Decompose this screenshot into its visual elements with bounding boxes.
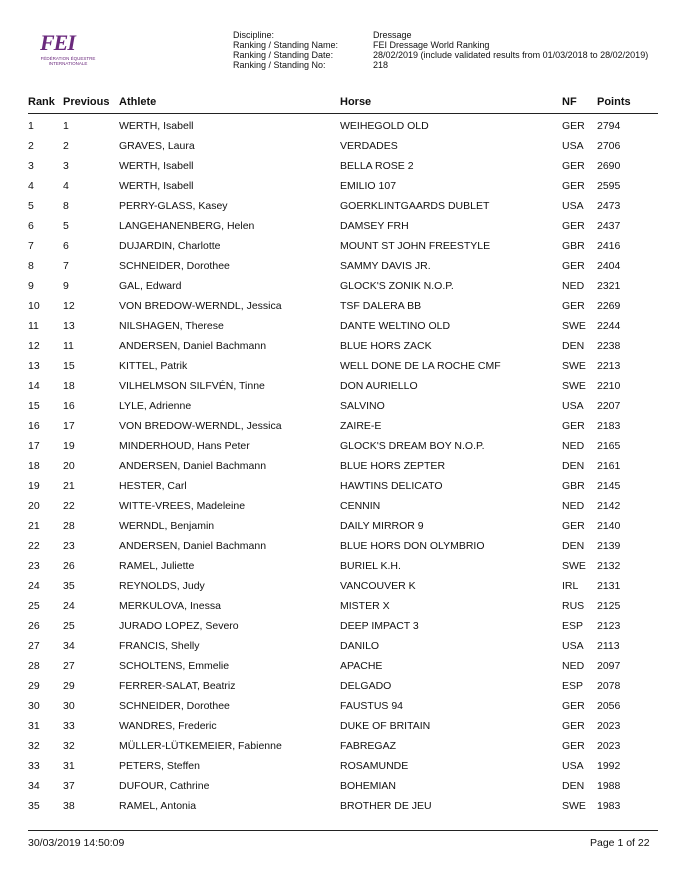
nf-cell: SWE xyxy=(562,800,586,812)
rank-cell: 6 xyxy=(28,220,34,232)
table-row xyxy=(0,120,688,140)
athlete-cell: KITTEL, Patrik xyxy=(119,360,188,372)
nf-cell: DEN xyxy=(562,540,585,552)
rank-cell: 24 xyxy=(28,580,40,592)
horse-cell: GOERKLINTGAARDS DUBLET xyxy=(340,200,490,212)
horse-cell: MOUNT ST JOHN FREESTYLE xyxy=(340,240,491,252)
horse-cell: HAWTINS DELICATO xyxy=(340,480,443,492)
header-points: Points xyxy=(597,96,631,108)
meta-label: Ranking / Standing Date: xyxy=(233,50,334,60)
points-cell: 2125 xyxy=(597,600,621,612)
nf-cell: USA xyxy=(562,200,584,212)
horse-cell: BLUE HORS ZEPTER xyxy=(340,460,446,472)
athlete-cell: SCHNEIDER, Dorothee xyxy=(119,260,230,272)
athlete-cell: ANDERSEN, Daniel Bachmann xyxy=(119,460,267,472)
horse-cell: TSF DALERA BB xyxy=(340,300,422,312)
rank-cell: 22 xyxy=(28,540,40,552)
rank-cell: 13 xyxy=(28,360,40,372)
athlete-cell: WERTH, Isabell xyxy=(119,160,194,172)
previous-cell: 15 xyxy=(63,360,75,372)
points-cell: 2131 xyxy=(597,580,621,592)
table-row xyxy=(0,400,688,420)
nf-cell: USA xyxy=(562,640,584,652)
meta-label: Discipline: xyxy=(233,30,275,40)
athlete-cell: REYNOLDS, Judy xyxy=(119,580,205,592)
rank-cell: 5 xyxy=(28,200,34,212)
nf-cell: DEN xyxy=(562,340,585,352)
horse-cell: WELL DONE DE LA ROCHE CMF xyxy=(340,360,501,372)
nf-cell: SWE xyxy=(562,560,586,572)
table-row xyxy=(0,720,688,740)
horse-cell: BELLA ROSE 2 xyxy=(340,160,414,172)
rank-cell: 18 xyxy=(28,460,40,472)
table-row xyxy=(0,160,688,180)
nf-cell: GBR xyxy=(562,240,585,252)
horse-cell: BOHEMIAN xyxy=(340,780,397,792)
table-row xyxy=(0,500,688,520)
points-cell: 2183 xyxy=(597,420,621,432)
horse-cell: BLUE HORS DON OLYMBRIO xyxy=(340,540,485,552)
previous-cell: 3 xyxy=(63,160,69,172)
horse-cell: EMILIO 107 xyxy=(340,180,397,192)
points-cell: 2794 xyxy=(597,120,621,132)
table-row xyxy=(0,580,688,600)
rank-cell: 26 xyxy=(28,620,40,632)
previous-cell: 16 xyxy=(63,400,75,412)
meta-labels xyxy=(233,30,338,70)
nf-cell: GER xyxy=(562,520,585,532)
horse-cell: SAMMY DAVIS JR. xyxy=(340,260,431,272)
horse-cell: BROTHER DE JEU xyxy=(340,800,432,812)
previous-cell: 27 xyxy=(63,660,75,672)
points-cell: 2706 xyxy=(597,140,621,152)
horse-cell: DUKE OF BRITAIN xyxy=(340,720,431,732)
points-cell: 2690 xyxy=(597,160,621,172)
athlete-cell: MÜLLER-LÜTKEMEIER, Fabienne xyxy=(119,740,282,752)
header-athlete: Athlete xyxy=(119,96,157,108)
nf-cell: NED xyxy=(562,660,585,672)
points-cell: 2145 xyxy=(597,480,621,492)
horse-cell: DEEP IMPACT 3 xyxy=(340,620,419,632)
meta-label: Ranking / Standing No: xyxy=(233,60,326,70)
nf-cell: GER xyxy=(562,700,585,712)
horse-cell: DAILY MIRROR 9 xyxy=(340,520,424,532)
footer-timestamp: 30/03/2019 14:50:09 xyxy=(28,837,125,849)
header-previous: Previous xyxy=(63,96,110,108)
points-cell: 1988 xyxy=(597,780,621,792)
athlete-cell: PERRY-GLASS, Kasey xyxy=(119,200,228,212)
previous-cell: 21 xyxy=(63,480,75,492)
previous-cell: 7 xyxy=(63,260,69,272)
horse-cell: GLOCK'S ZONIK N.O.P. xyxy=(340,280,454,292)
previous-cell: 30 xyxy=(63,700,75,712)
nf-cell: RUS xyxy=(562,600,585,612)
rank-cell: 12 xyxy=(28,340,40,352)
athlete-cell: FRANCIS, Shelly xyxy=(119,640,200,652)
table-row xyxy=(0,620,688,640)
nf-cell: SWE xyxy=(562,320,586,332)
horse-cell: DAMSEY FRH xyxy=(340,220,409,232)
footer-divider xyxy=(28,830,658,831)
previous-cell: 19 xyxy=(63,440,75,452)
horse-cell: CENNIN xyxy=(340,500,381,512)
rank-cell: 17 xyxy=(28,440,40,452)
previous-cell: 32 xyxy=(63,740,75,752)
nf-cell: GER xyxy=(562,260,585,272)
fei-logo-subtitle: FÉDÉRATION ÉQUESTRE INTERNATIONALE xyxy=(40,56,96,66)
nf-cell: NED xyxy=(562,500,585,512)
meta-value: Dressage xyxy=(373,30,412,40)
previous-cell: 34 xyxy=(63,640,75,652)
rank-cell: 30 xyxy=(28,700,40,712)
points-cell: 1992 xyxy=(597,760,621,772)
points-cell: 2113 xyxy=(597,640,620,652)
previous-cell: 23 xyxy=(63,540,75,552)
table-row xyxy=(0,280,688,300)
athlete-cell: DUFOUR, Cathrine xyxy=(119,780,210,792)
table-row xyxy=(0,260,688,280)
rank-cell: 4 xyxy=(28,180,34,192)
meta-value: 28/02/2019 (include validated results from 01/03/2018 to 28/02/2019) xyxy=(373,50,649,60)
points-cell: 2078 xyxy=(597,680,621,692)
rank-cell: 21 xyxy=(28,520,40,532)
athlete-cell: VON BREDOW-WERNDL, Jessica xyxy=(119,300,282,312)
points-cell: 2023 xyxy=(597,720,621,732)
points-cell: 2207 xyxy=(597,400,621,412)
previous-cell: 22 xyxy=(63,500,75,512)
horse-cell: ZAIRE-E xyxy=(340,420,382,432)
athlete-cell: LANGEHANENBERG, Helen xyxy=(119,220,255,232)
athlete-cell: SCHOLTENS, Emmelie xyxy=(119,660,230,672)
rank-cell: 23 xyxy=(28,560,40,572)
previous-cell: 25 xyxy=(63,620,75,632)
previous-cell: 35 xyxy=(63,580,75,592)
table-row xyxy=(0,700,688,720)
previous-cell: 6 xyxy=(63,240,69,252)
points-cell: 2023 xyxy=(597,740,621,752)
previous-cell: 9 xyxy=(63,280,69,292)
points-cell: 2416 xyxy=(597,240,621,252)
rank-cell: 33 xyxy=(28,760,40,772)
athlete-cell: PETERS, Steffen xyxy=(119,760,200,772)
table-row xyxy=(0,680,688,700)
horse-cell: BLUE HORS ZACK xyxy=(340,340,432,352)
athlete-cell: DUJARDIN, Charlotte xyxy=(119,240,221,252)
athlete-cell: VILHELMSON SILFVÉN, Tinne xyxy=(119,380,265,392)
points-cell: 2123 xyxy=(597,620,621,632)
athlete-cell: RAMEL, Juliette xyxy=(119,560,195,572)
rank-cell: 1 xyxy=(28,120,34,132)
horse-cell: VANCOUVER K xyxy=(340,580,416,592)
rank-cell: 32 xyxy=(28,740,40,752)
table-row xyxy=(0,540,688,560)
horse-cell: APACHE xyxy=(340,660,383,672)
horse-cell: DANILO xyxy=(340,640,380,652)
table-row xyxy=(0,320,688,340)
meta-value: 218 xyxy=(373,60,389,70)
athlete-cell: WERNDL, Benjamin xyxy=(119,520,215,532)
previous-cell: 12 xyxy=(63,300,75,312)
points-cell: 2140 xyxy=(597,520,621,532)
athlete-cell: WERTH, Isabell xyxy=(119,120,194,132)
nf-cell: GER xyxy=(562,300,585,312)
table-row xyxy=(0,440,688,460)
table-row xyxy=(0,660,688,680)
points-cell: 2473 xyxy=(597,200,621,212)
nf-cell: ESP xyxy=(562,680,584,692)
rank-cell: 27 xyxy=(28,640,40,652)
athlete-cell: FERRER-SALAT, Beatriz xyxy=(119,680,236,692)
table-row xyxy=(0,360,688,380)
points-cell: 2404 xyxy=(597,260,621,272)
points-cell: 2244 xyxy=(597,320,621,332)
athlete-cell: RAMEL, Antonia xyxy=(119,800,197,812)
previous-cell: 5 xyxy=(63,220,69,232)
nf-cell: GER xyxy=(562,740,585,752)
header-rank: Rank xyxy=(28,96,55,108)
rank-cell: 2 xyxy=(28,140,34,152)
table-row xyxy=(0,780,688,800)
horse-cell: DON AURIELLO xyxy=(340,380,418,392)
nf-cell: USA xyxy=(562,760,584,772)
rank-cell: 28 xyxy=(28,660,40,672)
athlete-cell: SCHNEIDER, Dorothee xyxy=(119,700,230,712)
table-row xyxy=(0,180,688,200)
table-row xyxy=(0,740,688,760)
points-cell: 2213 xyxy=(597,360,621,372)
previous-cell: 26 xyxy=(63,560,75,572)
athlete-cell: VON BREDOW-WERNDL, Jessica xyxy=(119,420,282,432)
table-row xyxy=(0,340,688,360)
table-row xyxy=(0,200,688,220)
nf-cell: GER xyxy=(562,160,585,172)
previous-cell: 28 xyxy=(63,520,75,532)
points-cell: 2132 xyxy=(597,560,621,572)
previous-cell: 18 xyxy=(63,380,75,392)
table-row xyxy=(0,240,688,260)
nf-cell: USA xyxy=(562,140,584,152)
previous-cell: 17 xyxy=(63,420,75,432)
horse-cell: MISTER X xyxy=(340,600,390,612)
previous-cell: 11 xyxy=(63,340,74,352)
rank-cell: 19 xyxy=(28,480,40,492)
points-cell: 2097 xyxy=(597,660,621,672)
table-row xyxy=(0,420,688,440)
horse-cell: FAUSTUS 94 xyxy=(340,700,404,712)
rank-cell: 10 xyxy=(28,300,40,312)
previous-cell: 4 xyxy=(63,180,69,192)
table-row xyxy=(0,800,688,820)
table-row xyxy=(0,600,688,620)
horse-cell: DANTE WELTINO OLD xyxy=(340,320,451,332)
previous-cell: 8 xyxy=(63,200,69,212)
points-cell: 2210 xyxy=(597,380,621,392)
points-cell: 2165 xyxy=(597,440,621,452)
previous-cell: 38 xyxy=(63,800,75,812)
horse-cell: BURIEL K.H. xyxy=(340,560,401,572)
nf-cell: GER xyxy=(562,120,585,132)
rank-cell: 9 xyxy=(28,280,34,292)
nf-cell: ESP xyxy=(562,620,584,632)
footer-page-number: Page 1 of 22 xyxy=(590,837,650,849)
nf-cell: NED xyxy=(562,280,585,292)
meta-value: FEI Dressage World Ranking xyxy=(373,40,490,50)
nf-cell: GBR xyxy=(562,480,585,492)
rank-cell: 3 xyxy=(28,160,34,172)
nf-cell: GER xyxy=(562,720,585,732)
previous-cell: 37 xyxy=(63,780,75,792)
table-row xyxy=(0,300,688,320)
table-row xyxy=(0,140,688,160)
previous-cell: 29 xyxy=(63,680,75,692)
horse-cell: VERDADES xyxy=(340,140,398,152)
rank-cell: 29 xyxy=(28,680,40,692)
table-row xyxy=(0,460,688,480)
nf-cell: DEN xyxy=(562,780,585,792)
athlete-cell: WANDRES, Frederic xyxy=(119,720,217,732)
nf-cell: GER xyxy=(562,180,585,192)
athlete-cell: MERKULOVA, Inessa xyxy=(119,600,221,612)
points-cell: 2238 xyxy=(597,340,621,352)
rank-cell: 25 xyxy=(28,600,40,612)
points-cell: 2161 xyxy=(597,460,621,472)
previous-cell: 24 xyxy=(63,600,75,612)
rank-cell: 34 xyxy=(28,780,40,792)
previous-cell: 31 xyxy=(63,760,75,772)
points-cell: 2595 xyxy=(597,180,621,192)
nf-cell: GER xyxy=(562,220,585,232)
table-row xyxy=(0,640,688,660)
rank-cell: 11 xyxy=(28,320,39,332)
rank-cell: 8 xyxy=(28,260,34,272)
points-cell: 1983 xyxy=(597,800,621,812)
athlete-cell: HESTER, Carl xyxy=(119,480,187,492)
athlete-cell: WERTH, Isabell xyxy=(119,180,194,192)
rank-cell: 7 xyxy=(28,240,34,252)
rank-cell: 14 xyxy=(28,380,40,392)
rank-cell: 20 xyxy=(28,500,40,512)
rank-cell: 31 xyxy=(28,720,40,732)
points-cell: 2269 xyxy=(597,300,621,312)
athlete-cell: ANDERSEN, Daniel Bachmann xyxy=(119,540,267,552)
horse-cell: WEIHEGOLD OLD xyxy=(340,120,429,132)
nf-cell: SWE xyxy=(562,380,586,392)
points-cell: 2139 xyxy=(597,540,621,552)
table-row xyxy=(0,760,688,780)
previous-cell: 2 xyxy=(63,140,69,152)
previous-cell: 13 xyxy=(63,320,75,332)
athlete-cell: ANDERSEN, Daniel Bachmann xyxy=(119,340,267,352)
nf-cell: SWE xyxy=(562,360,586,372)
meta-values xyxy=(373,30,648,70)
nf-cell: USA xyxy=(562,400,584,412)
nf-cell: DEN xyxy=(562,460,585,472)
header-divider xyxy=(28,113,658,114)
horse-cell: GLOCK'S DREAM BOY N.O.P. xyxy=(340,440,485,452)
previous-cell: 33 xyxy=(63,720,75,732)
nf-cell: GER xyxy=(562,420,585,432)
athlete-cell: MINDERHOUD, Hans Peter xyxy=(119,440,250,452)
previous-cell: 20 xyxy=(63,460,75,472)
points-cell: 2056 xyxy=(597,700,621,712)
fei-logo-text: FEI xyxy=(40,30,75,55)
athlete-cell: NILSHAGEN, Therese xyxy=(119,320,224,332)
horse-cell: SALVINO xyxy=(340,400,385,412)
points-cell: 2321 xyxy=(597,280,621,292)
athlete-cell: JURADO LOPEZ, Severo xyxy=(119,620,239,632)
header-horse: Horse xyxy=(340,96,372,108)
table-row xyxy=(0,380,688,400)
horse-cell: FABREGAZ xyxy=(340,740,397,752)
nf-cell: NED xyxy=(562,440,585,452)
table-row xyxy=(0,560,688,580)
rank-cell: 16 xyxy=(28,420,40,432)
athlete-cell: WITTE-VREES, Madeleine xyxy=(119,500,246,512)
horse-cell: ROSAMUNDE xyxy=(340,760,409,772)
header-nf: NF xyxy=(562,96,577,108)
meta-label: Ranking / Standing Name: xyxy=(233,40,339,50)
rank-cell: 15 xyxy=(28,400,40,412)
horse-cell: DELGADO xyxy=(340,680,392,692)
athlete-cell: GAL, Edward xyxy=(119,280,182,292)
previous-cell: 1 xyxy=(63,120,69,132)
points-cell: 2437 xyxy=(597,220,621,232)
table-row xyxy=(0,220,688,240)
athlete-cell: LYLE, Adrienne xyxy=(119,400,192,412)
nf-cell: IRL xyxy=(562,580,579,592)
athlete-cell: GRAVES, Laura xyxy=(119,140,195,152)
points-cell: 2142 xyxy=(597,500,621,512)
rank-cell: 35 xyxy=(28,800,40,812)
fei-logo xyxy=(38,30,98,72)
table-row xyxy=(0,520,688,540)
table-row xyxy=(0,480,688,500)
